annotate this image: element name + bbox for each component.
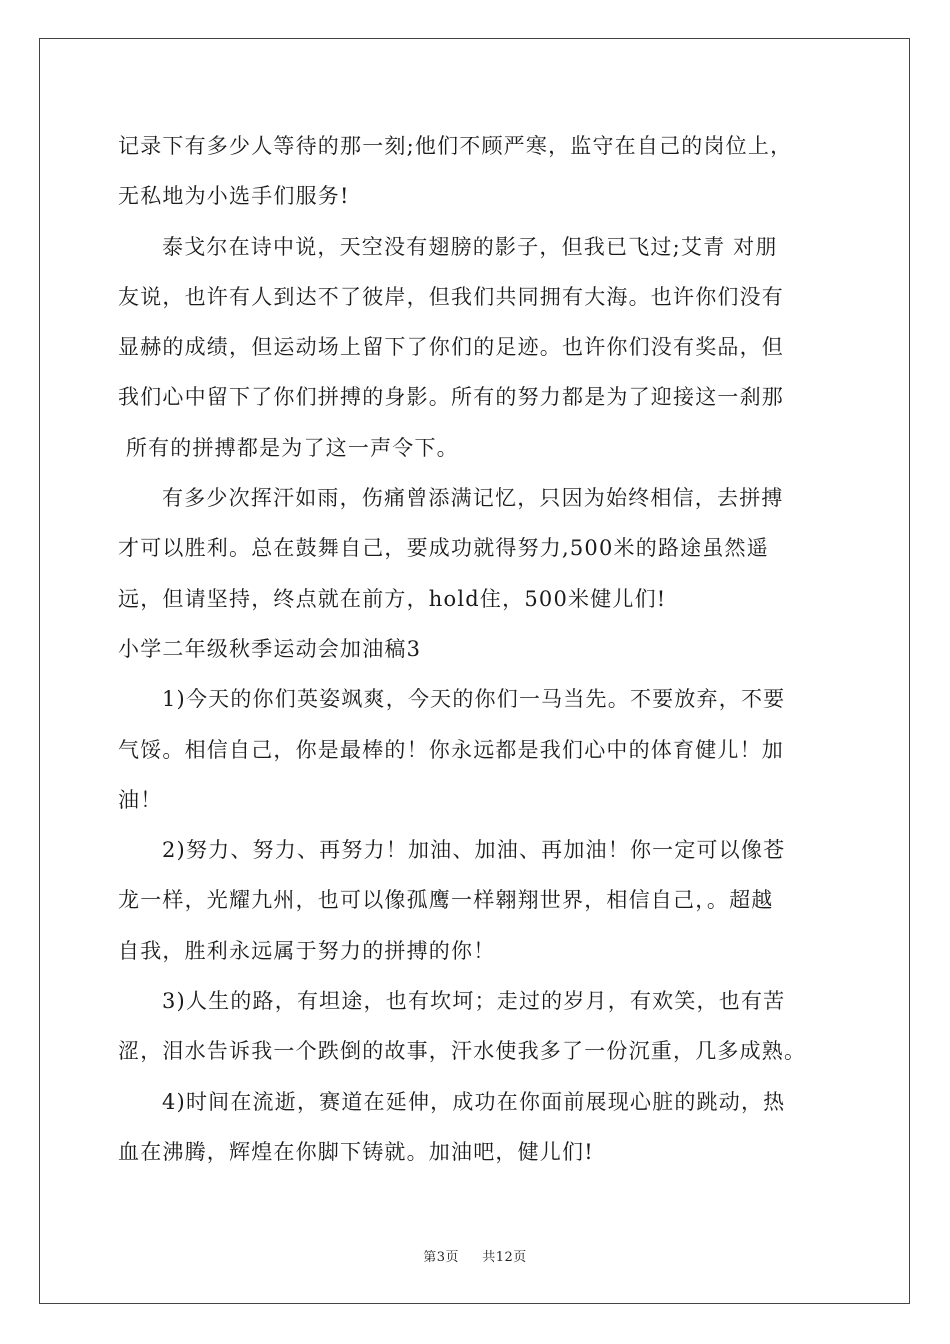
text-line: 记录下有多少人等待的那一刻;他们不顾严寒，监守在自己的岗位上，: [118, 134, 793, 158]
text-line: 显赫的成绩，但运动场上留下了你们的足迹。也许你们没有奖品，但: [118, 335, 784, 360]
text-line: 无私地为小选手们服务!: [118, 184, 350, 209]
text-line: 涩，泪水告诉我一个跌倒的故事，汗水使我多了一份沉重，几多成熟。: [118, 1039, 807, 1064]
page-number: 第3页: [423, 1250, 459, 1265]
text-line: 1)今天的你们英姿飒爽，今天的你们一马当先。不要放弃，不要: [162, 687, 786, 712]
text-line: 才可以胜利。总在鼓舞自己，要成功就得努力,500米的路途虽然遥: [118, 536, 769, 561]
section-heading: 小学二年级秋季运动会加油稿3: [118, 636, 422, 661]
page-footer: [0, 1246, 950, 1265]
text-line: 油！: [118, 787, 163, 812]
cheer-item-4: [118, 1077, 838, 1178]
paragraph-500m: [118, 473, 838, 624]
cheer-item-2: [118, 825, 838, 976]
text-line: 泰戈尔在诗中说，天空没有翅膀的影子，但我已飞过;艾青 对朋: [162, 234, 778, 259]
cheer-item-3: [118, 976, 838, 1077]
text-line: 气馁。相信自己，你是最棒的！你永远都是我们心中的体育健儿！加: [118, 737, 784, 762]
text-line: 友说，也许有人到达不了彼岸，但我们共同拥有大海。也许你们没有: [118, 284, 784, 309]
page-total: 共12页: [482, 1250, 527, 1265]
paragraph-tagore: [118, 222, 838, 473]
text-line: 自我，胜利永远属于努力的拼搏的你！: [118, 938, 496, 963]
paragraph-continuation: [118, 121, 838, 222]
document-body: [118, 121, 838, 1177]
text-line: 2)努力、努力、再努力！加油、加油、再加油！你一定可以像苍: [162, 838, 786, 863]
text-line: 我们心中留下了你们拼搏的身影。所有的努力都是为了迎接这一刹那: [118, 385, 784, 410]
text-line: 血在沸腾，辉煌在你脚下铸就。加油吧，健儿们!: [118, 1139, 594, 1164]
text-line: 有多少次挥汗如雨，伤痛曾添满记忆，只因为始终相信，去拼搏: [162, 486, 784, 511]
text-line: 3)人生的路，有坦途，也有坎坷；走过的岁月，有欢笑，也有苦: [162, 989, 786, 1014]
text-line: 龙一样，光耀九州，也可以像孤鹰一样翱翔世界，相信自己，。超越: [118, 888, 774, 913]
cheer-item-1: [118, 674, 838, 825]
text-line: 远，但请坚持，终点就在前方，hold住，500米健儿们!: [118, 586, 667, 611]
text-line: 所有的拼搏都是为了这一声令下。: [118, 435, 459, 460]
text-line: 4)时间在流逝，赛道在延伸，成功在你面前展现心脏的跳动，热: [162, 1089, 786, 1114]
